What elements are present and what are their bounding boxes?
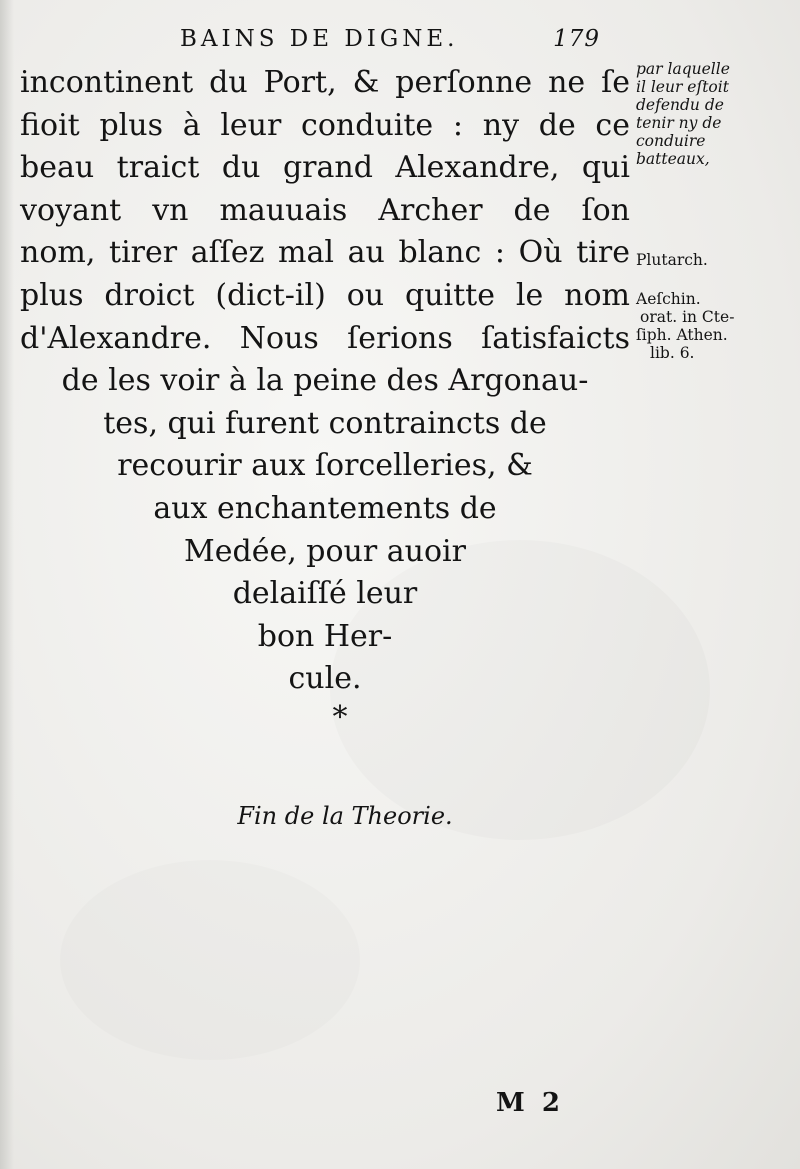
marginal-line: Aeſchin. [636,290,701,308]
closing-line: Fin de la Theorie. [237,802,453,830]
signature-mark: M 2 [496,1088,564,1118]
marginal-note-3 [636,290,796,362]
marginal-line: conduire [636,132,706,150]
marginal-line: par laquelle [636,60,730,78]
marginal-line: Plutarch. [636,251,708,269]
marginal-line: il leur eſtoit [636,78,729,96]
text-line: delaiſſé leur [232,576,418,612]
text-line: Medée, pour auoir [184,533,466,569]
text-line: tes, qui furent contraincts de [103,405,547,441]
marginal-line: defendu de [636,96,724,114]
page-header [180,22,600,56]
text-line: voyant vn mauuais Archer de ſon [20,192,630,228]
text-line: aux enchantements de [153,490,497,526]
page-gutter-shadow [0,0,14,1169]
marginal-note-1 [636,60,796,168]
text-line: fioit plus à leur conduite : ny de ce [20,107,630,143]
ornament-asterisk: * [332,700,348,735]
marginal-line: ſiph. Athen. [636,326,728,344]
text-line: bon Her- [257,618,393,654]
text-line: de les voir à la peine des Argonau- [61,363,589,399]
paper-stain [60,860,360,1060]
marginal-line: tenir ny de [636,114,722,132]
text-line: recourir aux ſorcelleries, & [117,448,533,484]
text-line: cule. [288,661,362,697]
running-title: BAINS DE DIGNE. [180,26,459,52]
marginal-line: lib. 6. [650,344,695,362]
text-line: plus droict (dict-il) ou quitte le nom [20,277,630,313]
page-number: 179 [553,26,600,52]
text-line: beau traict du grand Alexandre, qui [20,150,630,186]
marginal-line: batteaux, [636,150,710,168]
marginal-line: orat. in Cte- [640,308,735,326]
text-line: incontinent du Port, & perſonne ne ſe [20,65,630,100]
marginal-note-2 [636,251,796,269]
text-line: nom, tirer aſſez mal au blanc : Où tire [20,235,630,271]
body-text [20,62,630,701]
text-line: d'Alexandre. Nous ſerions ſatisfaicts [20,320,630,356]
